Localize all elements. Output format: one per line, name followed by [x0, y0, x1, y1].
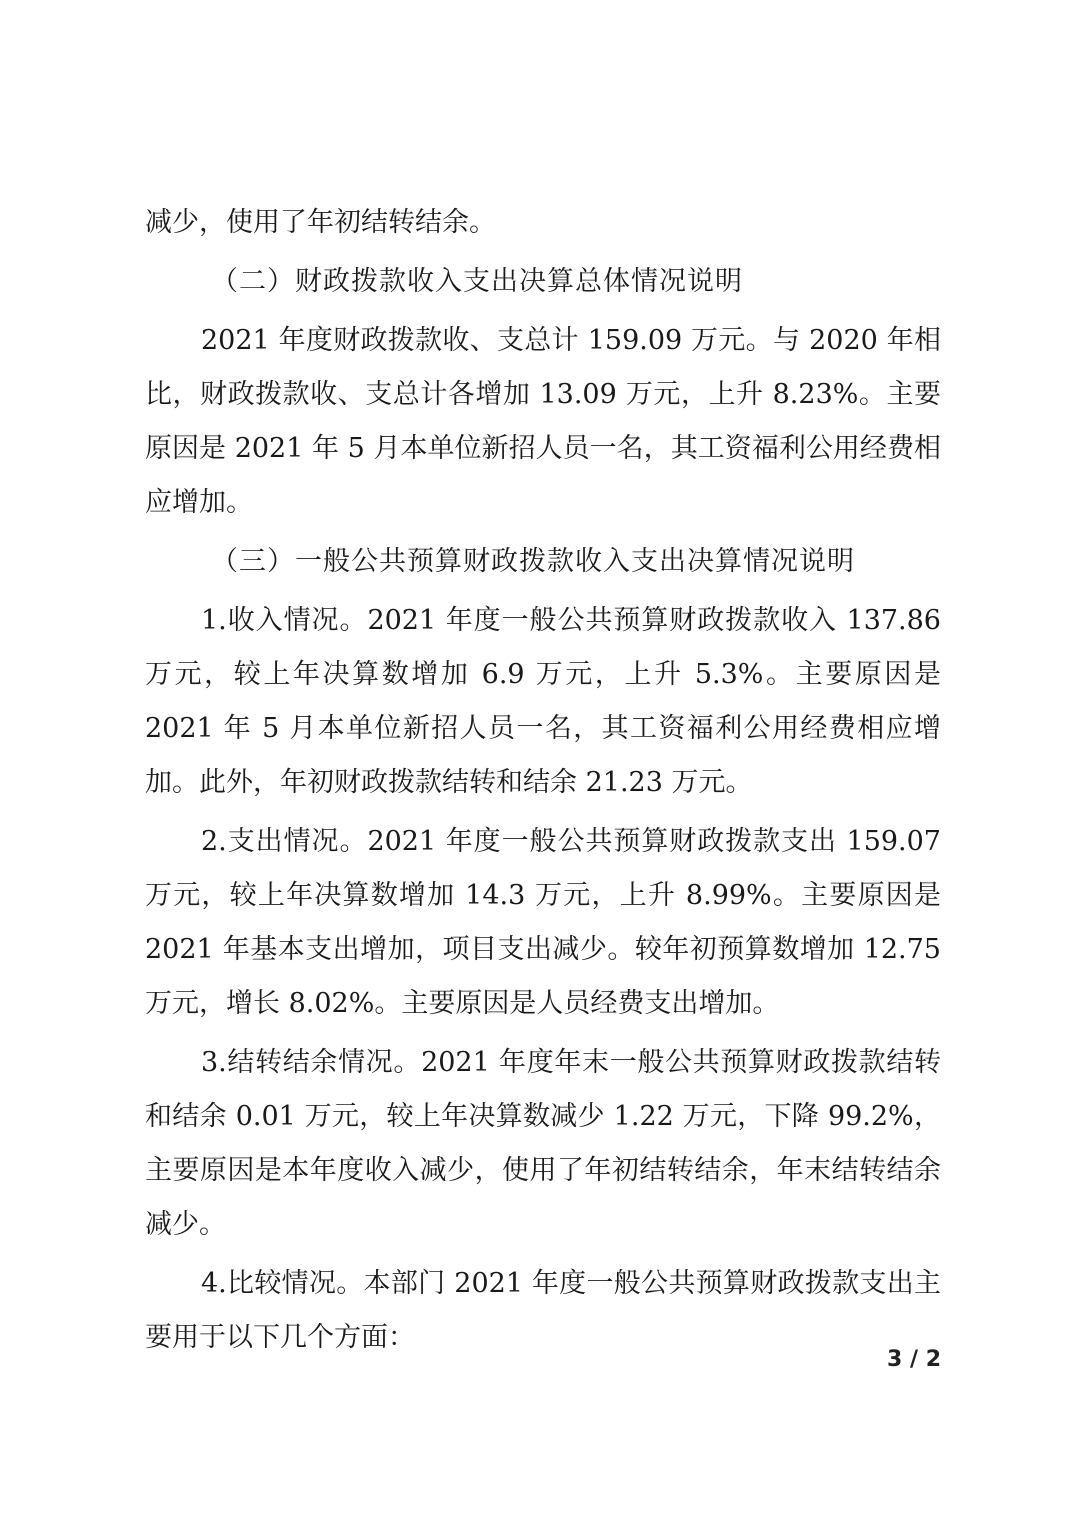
section-heading-2: （二）财政拨款收入支出决算总体情况说明 — [211, 266, 743, 297]
paragraph-financial-total: 2021 年度财政拨款收、支总计 159.09 万元。与 2020 年相比，财政拨款收、支总计各增加 13.09 万元，上升 8.23%。主要原因是 2021 年 5 月本单位新招人员一名，其工资福利公用经费相应增加。 — [145, 325, 941, 518]
paragraph-comparison: 4.比较情况。本部门 2021 年度一般公共预算财政拨款支出主要用于以下几个方面： — [145, 1268, 941, 1353]
paragraph-expenditure: 2.支出情况。2021 年度一般公共预算财政拨款支出 159.07 万元，较上年决算数增加 14.3 万元，上升 8.99%。主要原因是 2021 年基本支出增加，项目支出减少。较年初预算数增加 12.75 万元，增长 8.02%。主要原因是人员经费支出增加。 — [145, 826, 941, 1019]
paragraph-income: 1.收入情况。2021 年度一般公共预算财政拨款收入 137.86 万元，较上年决算数增加 6.9 万元，上升 5.3%。主要原因是 2021 年 5 月本单位新招人员一名，其工资福利公用经费相应增加。此外，年初财政拨款结转和结余 21.23 万元。 — [145, 605, 941, 798]
document-body — [145, 196, 941, 1365]
paragraph-continuation: 减少，使用了年初结转结余。 — [145, 207, 496, 238]
section-heading-3: （三）一般公共预算财政拨款收入支出决算情况说明 — [211, 546, 855, 577]
page-number: 3 / 2 — [887, 1347, 941, 1372]
paragraph-carryover: 3.结转结余情况。2021 年度年末一般公共预算财政拨款结转和结余 0.01 万元，较上年决算数减少 1.22 万元，下降 99.2%，主要原因是本年度收入减少，使用了年初结转结余，年末结转结余减少。 — [145, 1047, 941, 1240]
